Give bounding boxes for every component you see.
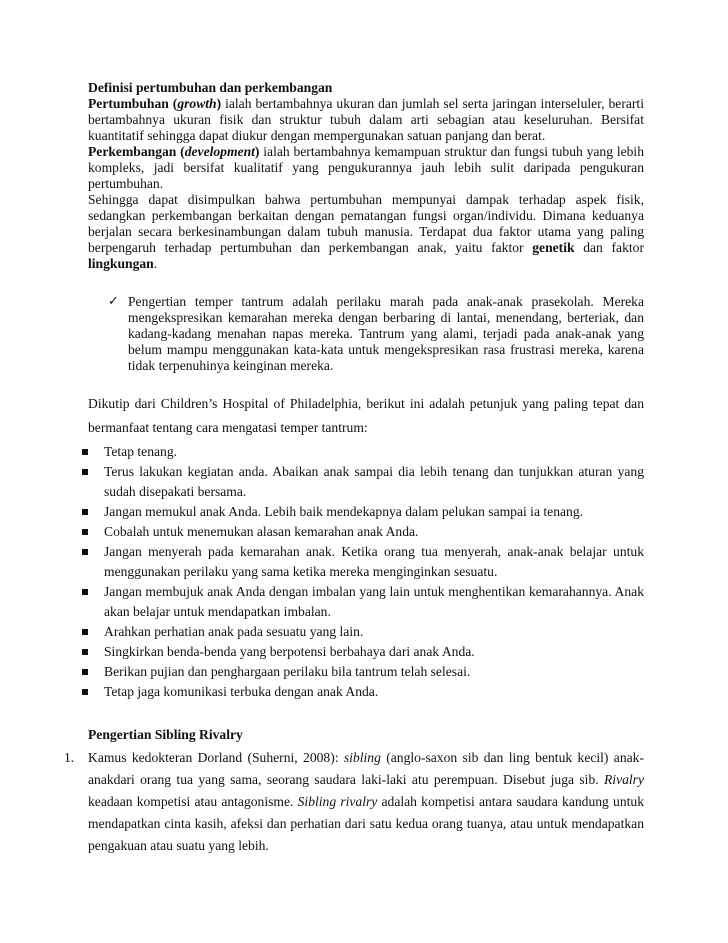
list-item: Jangan membujuk anak Anda dengan imbalan yang lain untuk menghentikan kemarahannya. Anak akan belajar untuk mendapatkan imbalan. (78, 582, 644, 622)
sibling-rivalry-text: Kamus kedokteran Dorland (Suherni, 2008): sibling (anglo-saxon sib dan ling bentuk kecil) anak-anakdari orang tua yang sama, seorang saudara laki-laki atu perempuan. Disebut juga sib. Rivalry keadaan kompetisi atau antagonisme. Sibling rivalry adalah kompetisi antara saudara kandung untuk mendapatkan cinta kasih, afeksi dan perhatian dari satu kedua orang tuanya, atau untuk mendapatkan pengakuan atau suatu yang lebih. (88, 750, 644, 853)
list-item: Singkirkan benda-benda yang berpotensi berbahaya dari anak Anda. (78, 642, 644, 662)
tantrum-tips-list (78, 442, 644, 702)
list-item: Tetap jaga komunikasi terbuka dengan anak Anda. (78, 682, 644, 702)
section-title: Definisi pertumbuhan dan perkembangan (88, 80, 333, 95)
list-number: 1. (64, 750, 75, 765)
list-item: Arahkan perhatian anak pada sesuatu yang lain. (78, 622, 644, 642)
checkmark-icon: ✓ (108, 294, 119, 309)
list-item: Berikan pujian dan penghargaan perilaku bila tantrum telah selesai. (78, 662, 644, 682)
square-bullet-icon (82, 449, 88, 455)
list-item: Jangan menyerah pada kemarahan anak. Ketika orang tua menyerah, anak-anak belajar untuk menggunakan perilaku yang sama ketika mereka menginginkan sesuatu. (78, 542, 644, 582)
development-paragraph: Perkembangan (development) ialah bertambahnya kemampuan struktur dan fungsi tubuh yang lebih kompleks, jadi bersifat kualitatif yang pengukurannya jauh lebih sulit daripada pengukuran pertumbuhan. (88, 144, 644, 191)
growth-paragraph: Pertumbuhan (growth) ialah bertambahnya ukuran dan jumlah sel serta jaringan interseluler, berarti bertambahnya ukuran fisik dan struktur tubuh dalam arti sebagian atau keseluruhan. Bersifat kuantitatif sehingga dapat diukur dengan mempergunakan satuan panjang dan berat. (88, 96, 644, 143)
growth-definition-section (88, 80, 644, 272)
square-bullet-icon (82, 629, 88, 635)
tantrum-definition-item (108, 294, 644, 374)
square-bullet-icon (82, 509, 88, 515)
tantrum-definition-text: Pengertian temper tantrum adalah perilaku marah pada anak-anak prasekolah. Mereka mengekspresikan kemarahan mereka dengan berbaring di lantai, menendang, berteriak, dan kadang-kadang menahan napas mereka. Tantrum yang alami, terjadi pada anak-anak yang belum mampu menggunakan kata-kata untuk mengekspresikan rasa frustrasi mereka, karena tidak terpenuhinya keinginan mereka. (128, 294, 644, 373)
tips-intro-paragraph: Dikutip dari Children’s Hospital of Philadelphia, berikut ini adalah petunjuk yang paling tepat dan bermanfaat tentang cara mengatasi temper tantrum: (88, 396, 644, 435)
growth-english-term: growth (177, 96, 217, 111)
factor-environment: lingkungan (88, 256, 154, 271)
square-bullet-icon (82, 649, 88, 655)
sibling-rivalry-title: Pengertian Sibling Rivalry (88, 727, 243, 742)
square-bullet-icon (82, 549, 88, 555)
square-bullet-icon (82, 469, 88, 475)
square-bullet-icon (82, 529, 88, 535)
list-item: Terus lakukan kegiatan anda. Abaikan anak sampai dia lebih tenang dan tunjukkan aturan yang sudah disepakati bersama. (78, 462, 644, 502)
sibling-rivalry-definition (64, 747, 644, 857)
growth-term: Pertumbuhan (88, 96, 169, 111)
list-item: Jangan memukul anak Anda. Lebih baik mendekapnya dalam pelukan sampai ia tenang. (78, 502, 644, 522)
development-term: Perkembangan (88, 144, 177, 159)
square-bullet-icon (82, 689, 88, 695)
list-item: Tetap tenang. (78, 442, 644, 462)
list-item: Cobalah untuk menemukan alasan kemarahan anak Anda. (78, 522, 644, 542)
conclusion-paragraph: Sehingga dapat disimpulkan bahwa pertumbuhan mempunyai dampak terhadap aspek fisik, sedangkan perkembangan berkaitan dengan pematangan fungsi organ/individu. Dimana keduanya berjalan secara berkesinambungan dalam tubuh manusia. Terdapat dua faktor utama yang paling berpengaruh terhadap pertumbuhan dan perkembangan anak, yaitu faktor genetik dan faktor lingkungan. (88, 192, 644, 271)
square-bullet-icon (82, 669, 88, 675)
development-english-term: development (184, 144, 255, 159)
square-bullet-icon (82, 589, 88, 595)
factor-genetic: genetik (532, 240, 575, 255)
